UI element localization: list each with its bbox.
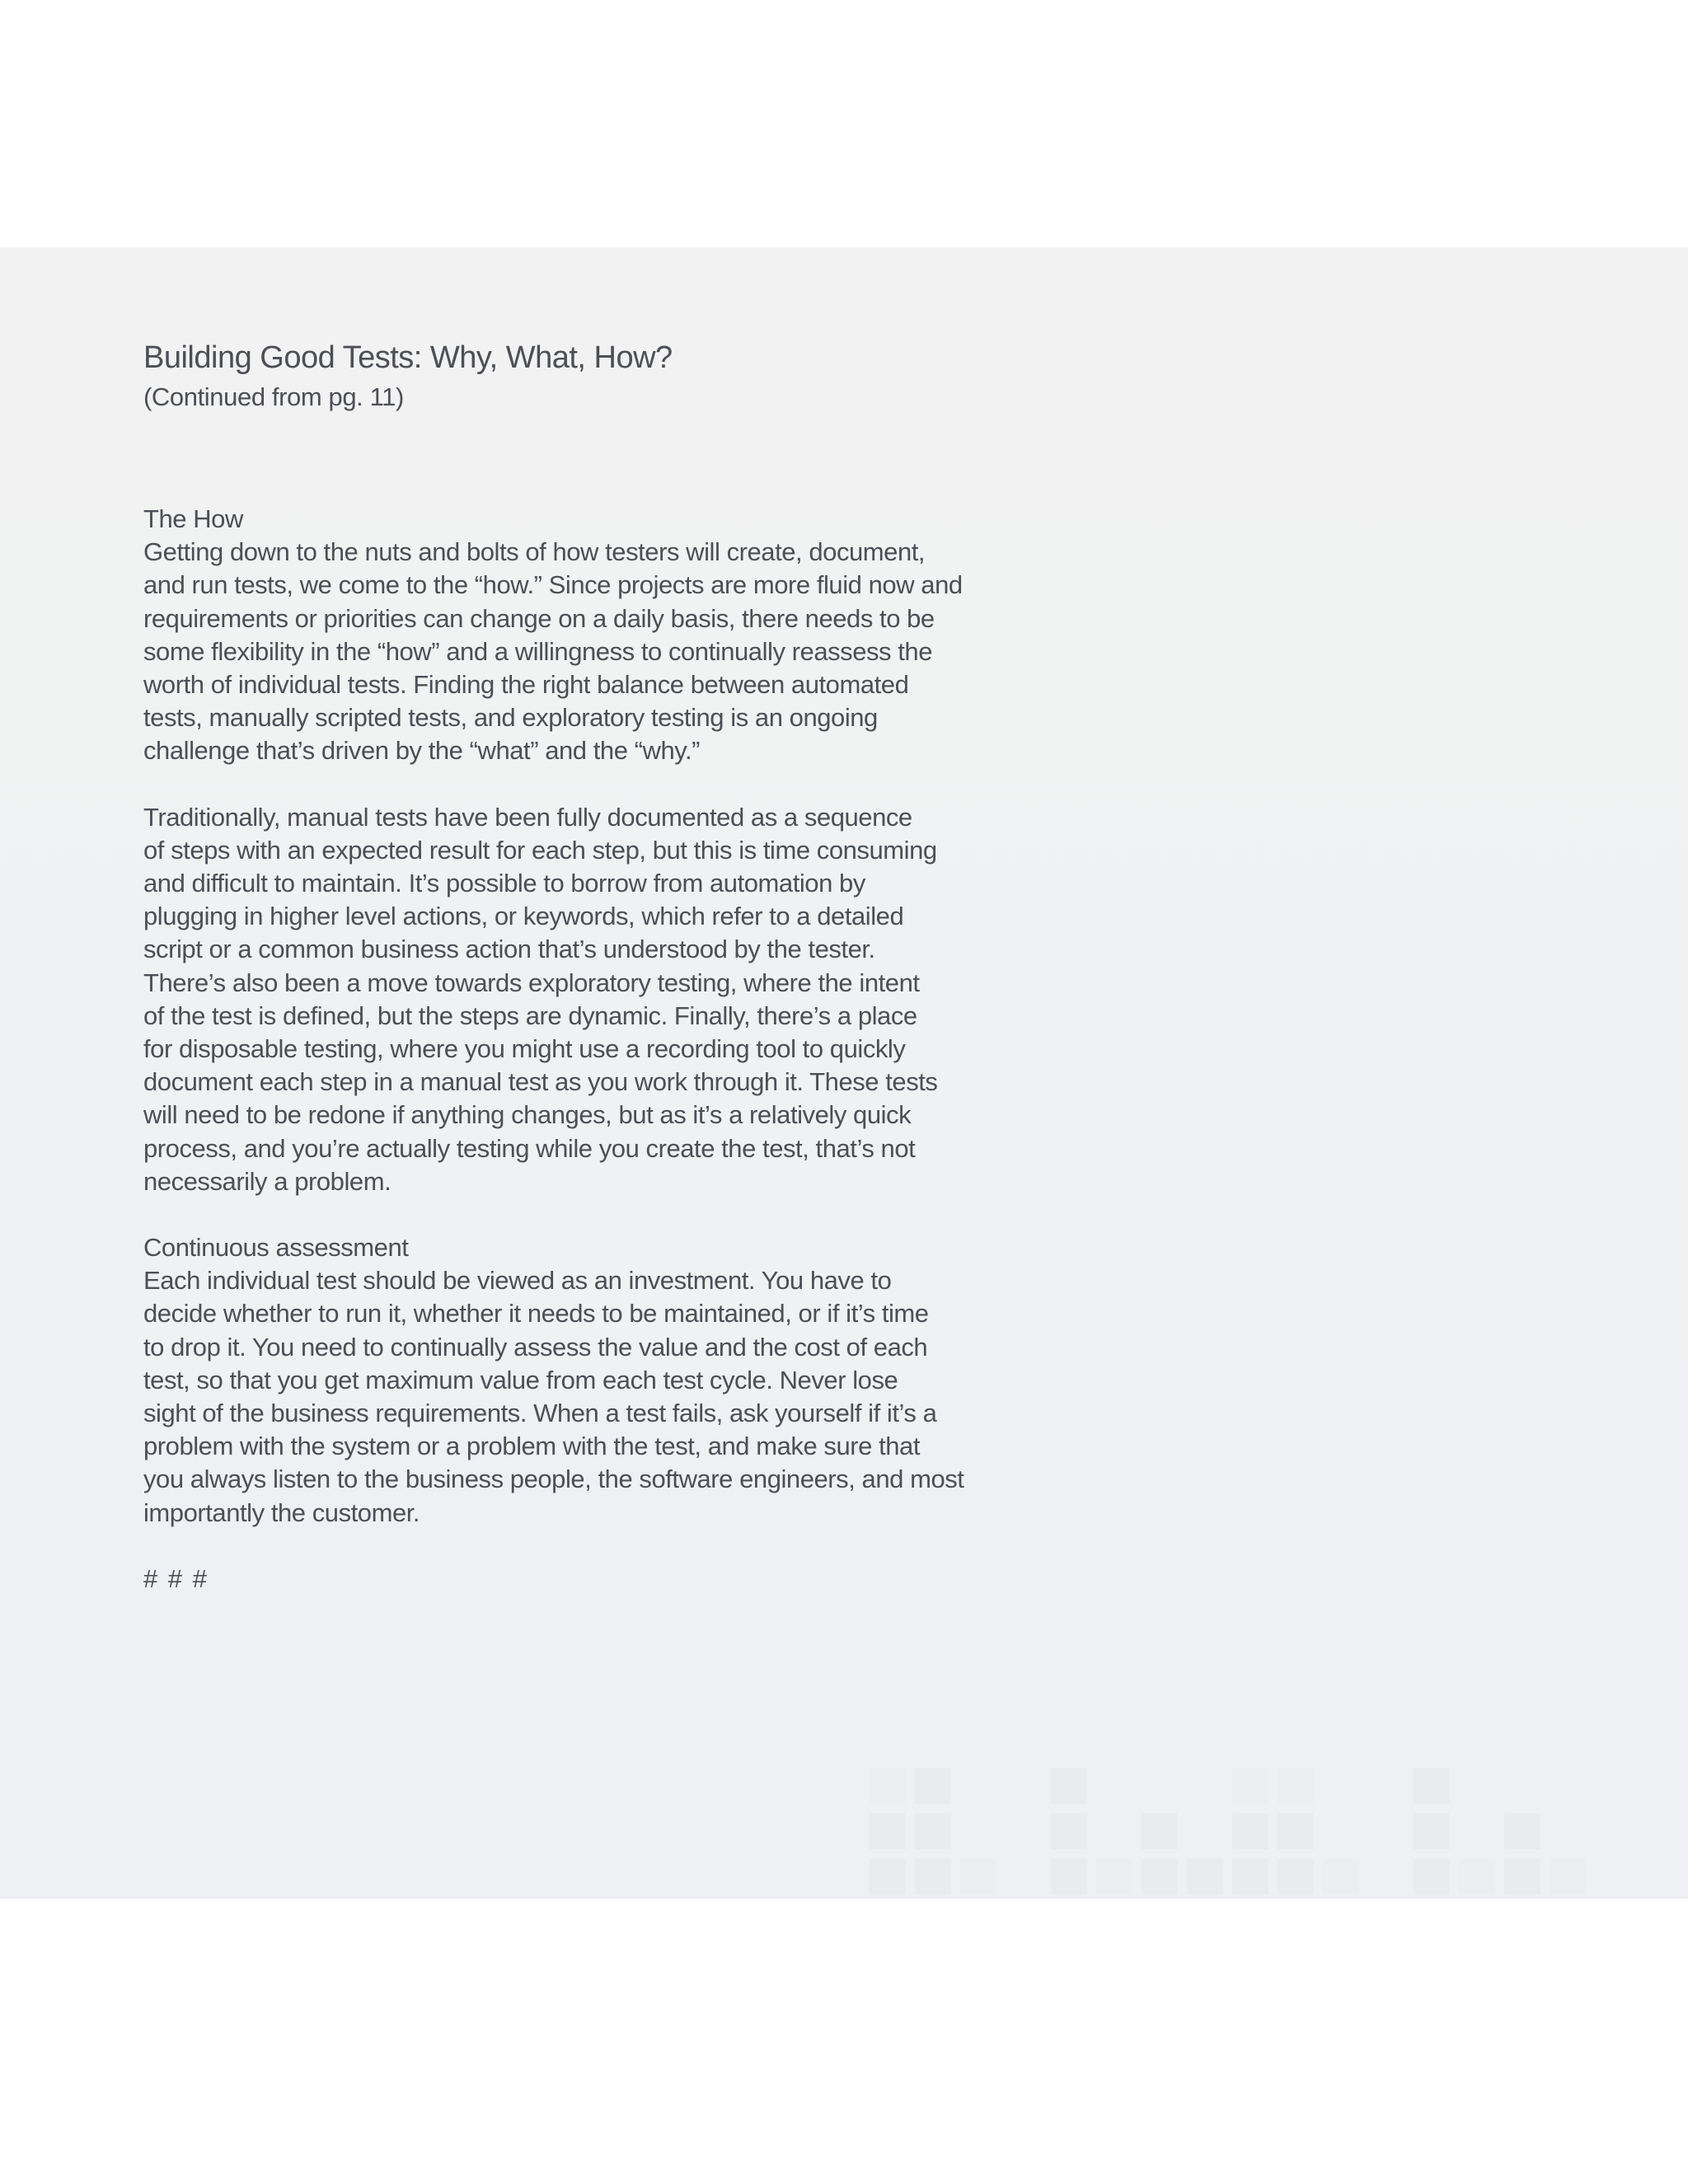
mosaic-tile xyxy=(1142,1858,1178,1895)
mosaic-tile xyxy=(1550,1858,1586,1895)
article-subtitle: (Continued from pg. 11) xyxy=(143,382,404,411)
mosaic-tile xyxy=(1096,1768,1132,1804)
mosaic-tile xyxy=(960,1722,996,1759)
mosaic-tile xyxy=(1232,1858,1268,1895)
section-heading: Continuous assessment xyxy=(143,1233,409,1263)
decorative-mosaic xyxy=(870,1718,1595,1899)
paragraph: Getting down to the nuts and bolts of how testers will create, document, and run tests, we come to the “how.” Since projects are more fluid now and requirements or priorities can change on a daily basis, there needs to be some flexibility in the “how” and a willingness to continually reassess the worth of individual tests. Finding the right balance between automated tests, manually scripted tests, and exploratory testing is an ongoing challenge that’s driven by the “what” and the “why.” xyxy=(143,537,963,766)
mosaic-tile xyxy=(1414,1768,1450,1804)
paragraph: Each individual test should be viewed as an investment. You have to decide whether to run it, whether it needs to be maintained, or if it’s time to drop it. You need to continually assess the value and the cost of each test, so that you get maximum value from each test cycle. Never lose sight of the business requirements. When a test fails, ask yourself if it’s a problem with the system or a problem with the test, and make sure that you always listen to the business people, the software engineers, and most importantly the customer. xyxy=(143,1266,964,1527)
mosaic-tile xyxy=(1006,1813,1042,1849)
mosaic-tile xyxy=(1459,1768,1495,1804)
end-mark: # # # xyxy=(143,1563,209,1593)
mosaic-tile xyxy=(1232,1768,1268,1804)
mosaic-tile xyxy=(1096,1858,1132,1895)
mosaic-tile xyxy=(870,1813,906,1849)
mosaic-tile xyxy=(915,1858,951,1895)
mosaic-tile xyxy=(870,1858,906,1895)
mosaic-tile xyxy=(915,1813,951,1849)
mosaic-tile xyxy=(1051,1858,1087,1895)
section-the-how xyxy=(143,503,968,1198)
mosaic-tile xyxy=(1504,1813,1540,1849)
mosaic-tile xyxy=(1459,1858,1495,1895)
mosaic-tile xyxy=(1504,1858,1540,1895)
mosaic-tile xyxy=(1278,1858,1314,1895)
mosaic-tile xyxy=(1051,1768,1087,1804)
mosaic-tile xyxy=(1278,1813,1314,1849)
article-content xyxy=(143,338,968,1596)
section-heading: The How xyxy=(143,504,243,533)
section-continuous-assessment xyxy=(143,1231,968,1530)
paragraph: Traditionally, manual tests have been fully documented as a sequence of steps with an expected result for each step, but this is time consuming and difficult to maintain. It’s possible to borrow from automation by plugging in higher level actions, or keywords, which refer to a detailed script or a common business action that’s understood by the tester. There’s also been a move towards exploratory testing, where the intent of the test is defined, but the steps are dynamic. Finally, there’s a place for disposable testing, where you might use a recording tool to quickly document each step in a manual test as you work through it. These tests will need to be redone if anything changes, but as it’s a relatively quick process, and you’re actually testing while you create the test, that’s not necessarily a problem. xyxy=(143,802,938,1196)
mosaic-tile xyxy=(1051,1813,1087,1849)
mosaic-tile xyxy=(915,1768,951,1804)
mosaic-tile xyxy=(1414,1813,1450,1849)
mosaic-tile xyxy=(1232,1813,1268,1849)
mosaic-tile xyxy=(1187,1858,1223,1895)
mosaic-tile xyxy=(1278,1768,1314,1804)
mosaic-tile xyxy=(870,1768,906,1804)
article-title: Building Good Tests: Why, What, How? xyxy=(143,340,673,375)
mosaic-tile xyxy=(1414,1858,1450,1895)
article-panel xyxy=(0,247,1688,1899)
mosaic-tile xyxy=(1142,1813,1178,1849)
mosaic-tile xyxy=(960,1858,996,1895)
mosaic-tile xyxy=(1323,1722,1359,1759)
mosaic-tile xyxy=(1323,1858,1359,1895)
mosaic-tile xyxy=(1368,1813,1404,1849)
